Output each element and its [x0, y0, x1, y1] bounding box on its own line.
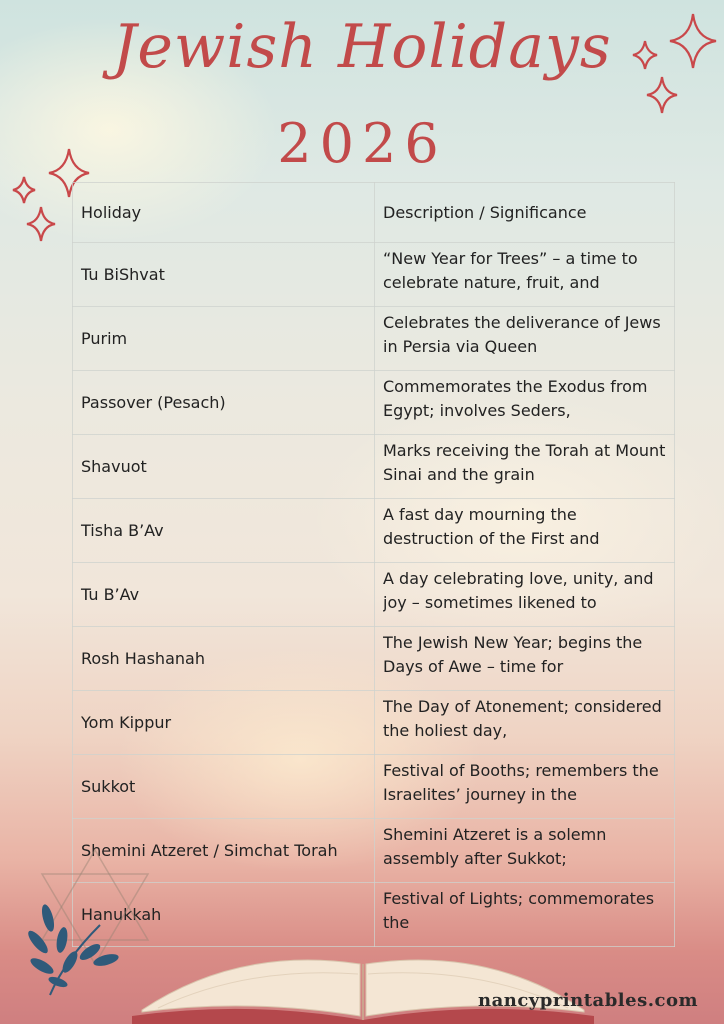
table-row: [73, 435, 675, 499]
holiday-description: [375, 435, 675, 499]
holiday-description: [375, 627, 675, 691]
holiday-description-text: The Jewish New Year; begins the Days of Awe – time for: [383, 633, 643, 676]
holiday-description-text: Celebrates the deliverance of Jews in Persia via Queen: [383, 313, 661, 356]
holiday-description-text: “New Year for Trees” – a time to celebrate nature, fruit, and: [383, 249, 638, 292]
page-year: 2026: [277, 112, 447, 175]
holiday-name: Sukkot: [73, 755, 375, 819]
holiday-description-text: The Day of Atonement; considered the holiest day,: [383, 697, 662, 740]
holiday-description-text: Festival of Lights; commemorates the: [383, 889, 655, 932]
table-row: [73, 627, 675, 691]
holiday-description: [375, 307, 675, 371]
holiday-description: [375, 499, 675, 563]
table-row: [73, 243, 675, 307]
holiday-name: Yom Kippur: [73, 691, 375, 755]
sparkle-icon: [26, 206, 56, 242]
table-row: [73, 563, 675, 627]
table-header-row: [73, 183, 675, 243]
website-url[interactable]: nancyprintables.com: [477, 990, 698, 1011]
leaf-branch-icon: [20, 900, 130, 1000]
holiday-name: Shavuot: [73, 435, 375, 499]
holiday-description: [375, 691, 675, 755]
column-header-description: Description / Significance: [375, 183, 675, 243]
table-row: [73, 307, 675, 371]
holiday-description: [375, 819, 675, 883]
sparkle-icon: [646, 76, 678, 114]
holiday-name: Rosh Hashanah: [73, 627, 375, 691]
table-row: [73, 819, 675, 883]
holidays-table: [72, 182, 675, 947]
holiday-description-text: A fast day mourning the destruction of the First and: [383, 505, 600, 548]
holiday-name: Tu B’Av: [73, 563, 375, 627]
holiday-description-text: Festival of Booths; remembers the Israelites’ journey in the: [383, 761, 659, 804]
holiday-description-text: Marks receiving the Torah at Mount Sinai and the grain: [383, 441, 666, 484]
holiday-description: [375, 563, 675, 627]
holiday-name: Passover (Pesach): [73, 371, 375, 435]
holiday-description: [375, 371, 675, 435]
holiday-name: Tisha B’Av: [73, 499, 375, 563]
sparkle-icon: [668, 12, 718, 70]
sparkle-icon: [632, 40, 658, 70]
table-row: [73, 371, 675, 435]
sparkle-icon: [12, 176, 36, 204]
holiday-description: [375, 755, 675, 819]
holiday-name: Purim: [73, 307, 375, 371]
holiday-description-text: A day celebrating love, unity, and joy – sometimes likened to: [383, 569, 654, 612]
column-header-holiday: Holiday: [73, 183, 375, 243]
holiday-name: Tu BiShvat: [73, 243, 375, 307]
holiday-description-text: Commemorates the Exodus from Egypt; involves Seders,: [383, 377, 648, 420]
table-row: [73, 691, 675, 755]
table-row: [73, 755, 675, 819]
table-row: [73, 499, 675, 563]
holiday-description-text: Shemini Atzeret is a solemn assembly after Sukkot;: [383, 825, 607, 868]
holiday-description: [375, 243, 675, 307]
page-title: Jewish Holidays: [112, 12, 612, 82]
holiday-name: Shemini Atzeret / Simchat Torah: [73, 819, 375, 883]
holiday-name: Hanukkah: [73, 883, 375, 947]
